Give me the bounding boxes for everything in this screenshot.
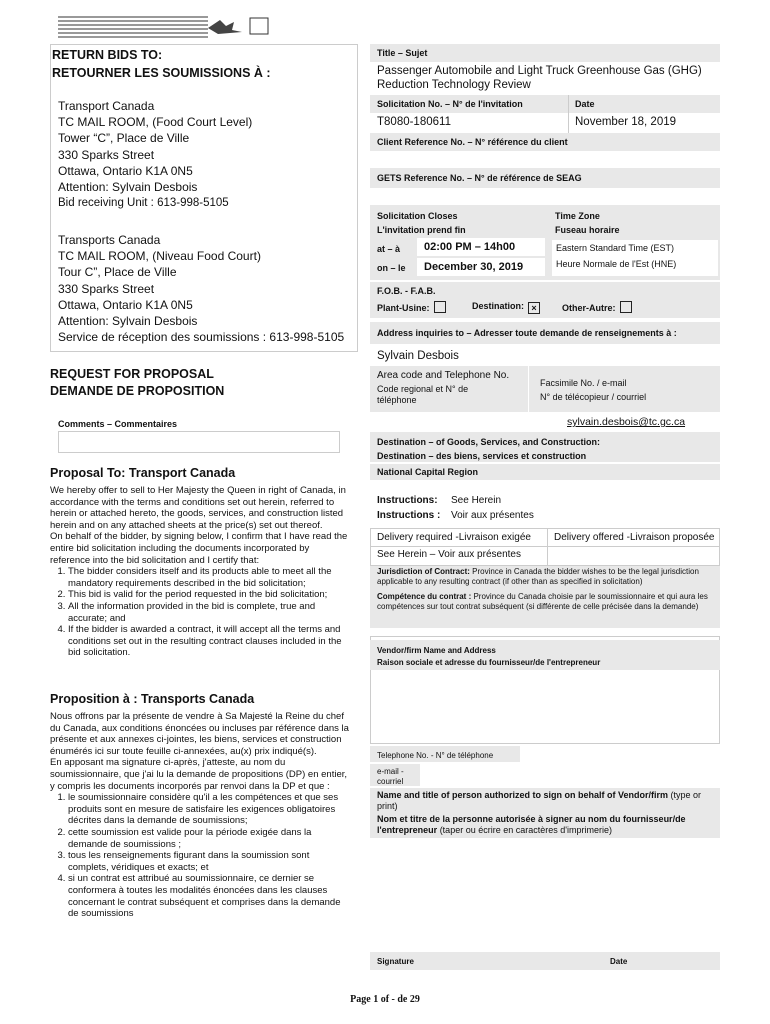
other-checkbox[interactable]	[620, 301, 632, 313]
proposal-body-en	[50, 485, 350, 659]
government-logo	[58, 14, 270, 38]
list-item: 3. All the information provided in the bid is complete, true and accurate; and	[68, 601, 350, 624]
address-inquiries-label: Address inquiries to – Adresser toute demande de renseignements à :	[377, 328, 677, 338]
address-line: 330 Sparks Street	[58, 147, 155, 162]
jurisdiction-en-label: Jurisdiction of Contract:	[377, 567, 470, 576]
closes-label-en: Solicitation Closes	[377, 211, 458, 221]
jurisdiction-fr-text: Province du Canada choisie par le soumissionnaire et qui aura les compétences sur tout contrat subséquent (si différente de celle précisée dans la demande)	[377, 592, 708, 611]
vendor-label-fr: Raison sociale et adresse du fournisseur/de l'entrepreneur	[377, 658, 601, 667]
bid-receiving-unit: Bid receiving Unit : 613-998-5105	[58, 197, 229, 210]
date-label: Date	[575, 99, 595, 109]
address-line: 330 Sparks Street	[58, 281, 155, 296]
comments-label: Comments – Commentaires	[58, 419, 178, 429]
instructions-label-en: Instructions:	[377, 495, 438, 506]
address-fr	[58, 232, 344, 345]
divider	[370, 546, 720, 547]
jurisdiction-fr	[377, 592, 717, 612]
jurisdiction-en-text: Province in Canada the bidder wishes to be the legal jurisdiction applicable to any resulting contract (if other than as specified in solicitation)	[377, 567, 699, 586]
authorized-en-label: Name and title of person authorized to sign on behalf of Vendor/firm	[377, 790, 669, 800]
solicitation-number: T8080-180611	[377, 116, 451, 128]
destination-goods-en: Destination – of Goods, Services, and Construction:	[377, 437, 601, 447]
timezone-label-en: Time Zone	[555, 211, 600, 221]
client-ref-label: Client Reference No. – N° référence du client	[377, 137, 568, 147]
divider	[547, 528, 548, 566]
list-item: 1. le soumissionnaire considère qu'il a les compétences et que ses produits sont en mesure de satisfaire les exigences obligatoires décrites dans la demande de soumissions;	[68, 792, 350, 827]
gets-ref-label: GETS Reference No. – N° de référence de SEAG	[377, 173, 582, 183]
instructions-label-fr: Instructions :	[377, 510, 441, 521]
solicitation-label: Solicitation No. – N° de l'invitation	[377, 99, 523, 109]
delivery-offered: Delivery offered -Livraison proposée	[554, 532, 715, 543]
request-for-proposal	[50, 366, 224, 400]
contact-email[interactable]: sylvain.desbois@tc.gc.ca	[567, 416, 686, 428]
authorized-fr-label: Nom et titre de la personne autorisée à signer au nom du fournisseur/de l'entrepreneur	[377, 814, 686, 835]
timezone-value	[552, 240, 718, 276]
signature-bar	[370, 952, 720, 970]
reception-service: Service de réception des soumissions : 613-998-5105	[58, 330, 345, 345]
list-item: 3. tous les renseignements figurant dans la soumission sont complets, véridiques et exacts; et	[68, 850, 350, 873]
destination-goods-label	[377, 435, 600, 463]
address-line: TC MAIL ROOM, (Niveau Food Court)	[58, 249, 261, 264]
proposal-heading-en: Proposal To: Transport Canada	[50, 466, 236, 480]
on-label: on – le	[377, 263, 406, 273]
proposal-body-fr	[50, 711, 350, 920]
closes-label	[377, 209, 466, 237]
destination-checkbox[interactable]: ×	[528, 302, 540, 314]
authorized-field[interactable]	[370, 840, 720, 950]
delivery-value: See Herein – Voir aux présentes	[377, 549, 521, 560]
at-label: at – à	[377, 244, 401, 254]
proposal-heading-fr: Proposition à : Transports Canada	[50, 692, 255, 706]
proposal-para: Nous offrons par la présente de vendre à Sa Majesté la Reine du chef du Canada, aux conditions énoncées ou incluses par référence dans la présente et aux annexes ci-jointes, les biens, services et construction énumérés ici sur toute feuille ci-annexées, au(x) prix indiqué(s).	[50, 711, 349, 757]
email-field[interactable]	[420, 764, 720, 786]
telephone-label: Telephone No. - N° de téléphone	[377, 751, 494, 760]
vendor-label-en: Vendor/firm Name and Address	[377, 646, 496, 655]
timezone-value-en: Eastern Standard Time (EST)	[556, 243, 675, 253]
divider	[528, 366, 529, 432]
closes-label-fr: L'invitation prend fin	[377, 225, 466, 235]
contact-name: Sylvain Desbois	[377, 350, 459, 362]
email-label: e-mail - courriel	[377, 767, 404, 786]
other-option	[562, 301, 632, 314]
other-label: Other-Autre:	[562, 303, 616, 313]
list-item: 4. If the bidder is awarded a contract, it will accept all the terms and conditions set out in the resulting contract clauses included in the bid solicitation.	[68, 624, 350, 659]
instructions-value-fr: Voir aux présentes	[451, 510, 534, 521]
authorized-fr-note: (taper ou écrire en caractères d'imprimerie)	[439, 825, 612, 835]
proposal-para: On behalf of the bidder, by signing below, I confirm that I have read the entire bid solicitation including the documents incorporated by reference into the bid solicitation and I certify that:	[50, 531, 348, 566]
jurisdiction-en	[377, 567, 717, 587]
area-code-fr: Code regional et N° de téléphone	[377, 384, 469, 405]
signature-label: Signature	[377, 957, 414, 966]
page-footer: Page 1 of - de 29	[350, 994, 420, 1005]
authorized-en	[377, 790, 717, 812]
signature-date-label: Date	[610, 957, 628, 966]
destination-value: National Capital Region	[377, 467, 479, 477]
area-code-label: Area code and Telephone No.	[377, 370, 510, 381]
address-line: Tower “C”, Place de Ville	[58, 131, 190, 146]
fob-label: F.O.B. - F.A.B.	[377, 286, 436, 296]
timezone-value-fr: Heure Normale de l'Est (HNE)	[556, 259, 677, 269]
list-item: 1. The bidder considers itself and its products able to meet all the mandatory requirements described in the bid solicitation;	[68, 566, 350, 589]
plant-usine	[377, 301, 446, 314]
delivery-required: Delivery required -Livraison exigée	[377, 532, 531, 543]
divider	[568, 95, 569, 133]
timezone-label-fr: Fuseau horaire	[555, 225, 620, 235]
address-line: Transports Canada	[58, 233, 161, 247]
closing-date: December 30, 2019	[417, 258, 545, 276]
authorized-en-note: (type or print)	[377, 790, 702, 811]
request-line-fr: DEMANDE DE PROPOSITION	[50, 384, 225, 398]
telephone-field[interactable]	[520, 746, 720, 762]
jurisdiction-fr-label: Compétence du contrat :	[377, 592, 472, 601]
address-line: Ottawa, Ontario K1A 0N5	[58, 163, 193, 178]
solicitation-date: November 18, 2019	[575, 116, 677, 128]
address-line: Transport Canada	[58, 99, 155, 113]
address-line: Ottawa, Ontario K1A 0N5	[58, 297, 193, 312]
instructions	[377, 493, 534, 523]
plant-checkbox[interactable]	[434, 301, 446, 313]
list-item: 2. cette soumission est valide pour la période exigée dans la demande de soumissions ;	[68, 827, 350, 850]
vendor-label	[377, 645, 600, 669]
authorized-fr	[377, 814, 717, 836]
fax-label	[540, 376, 646, 404]
title-value: Passenger Automobile and Light Truck Greenhouse Gas (GHG) Reduction Technology Review	[377, 65, 702, 91]
destination-goods-fr: Destination – des biens, services et construction	[377, 451, 587, 461]
address-line: TC MAIL ROOM, (Food Court Level)	[58, 115, 253, 130]
address-line: Attention: Sylvain Desbois	[58, 180, 198, 195]
timezone-label	[555, 209, 620, 237]
address-line: Attention: Sylvain Desbois	[58, 314, 198, 329]
proposal-para: En apposant ma signature ci-après, j'atteste, au nom du soumissionnaire, que j'ai lu la demande de propositions (DP) en entier, y compris les documents incorporés par renvoi dans la DP et que :	[50, 757, 348, 792]
return-bids-heading-fr: RETOURNER LES SOUMISSIONS À :	[52, 66, 271, 80]
proposal-para: We hereby offer to sell to Her Majesty the Queen in right of Canada, in accordance with the terms and conditions set out herein, referred to herein or attached hereto, the goods, services, and construction listed herein and on any attached sheets at the price(s) set out thereof.	[50, 485, 346, 531]
title-label: Title – Sujet	[377, 48, 428, 58]
fax-label-fr: N° de télécopieur / courriel	[540, 392, 647, 402]
instructions-value-en: See Herein	[451, 495, 502, 506]
address-en	[58, 98, 252, 211]
list-item: 2. This bid is valid for the period requested in the bid solicitation;	[68, 589, 350, 601]
fax-label-en: Facsimile No. / e-mail	[540, 378, 627, 388]
plant-label: Plant-Usine:	[377, 303, 430, 313]
address-line: Tour C”, Place de Ville	[58, 265, 177, 280]
destination-option	[472, 301, 540, 314]
closing-time: 02:00 PM – 14h00	[417, 238, 545, 256]
comments-field[interactable]	[58, 431, 340, 453]
request-line-en: REQUEST FOR PROPOSAL	[50, 367, 214, 381]
list-item: 4. si un contrat est attribué au soumissionnaire, ce dernier se conformera à toutes les modalités énoncées dans les clauses concernant le contrat subséquent et comprises dans la demande de soumissions	[68, 873, 350, 919]
return-bids-heading-en: RETURN BIDS TO:	[52, 48, 163, 62]
destination-label: Destination:	[472, 301, 525, 311]
